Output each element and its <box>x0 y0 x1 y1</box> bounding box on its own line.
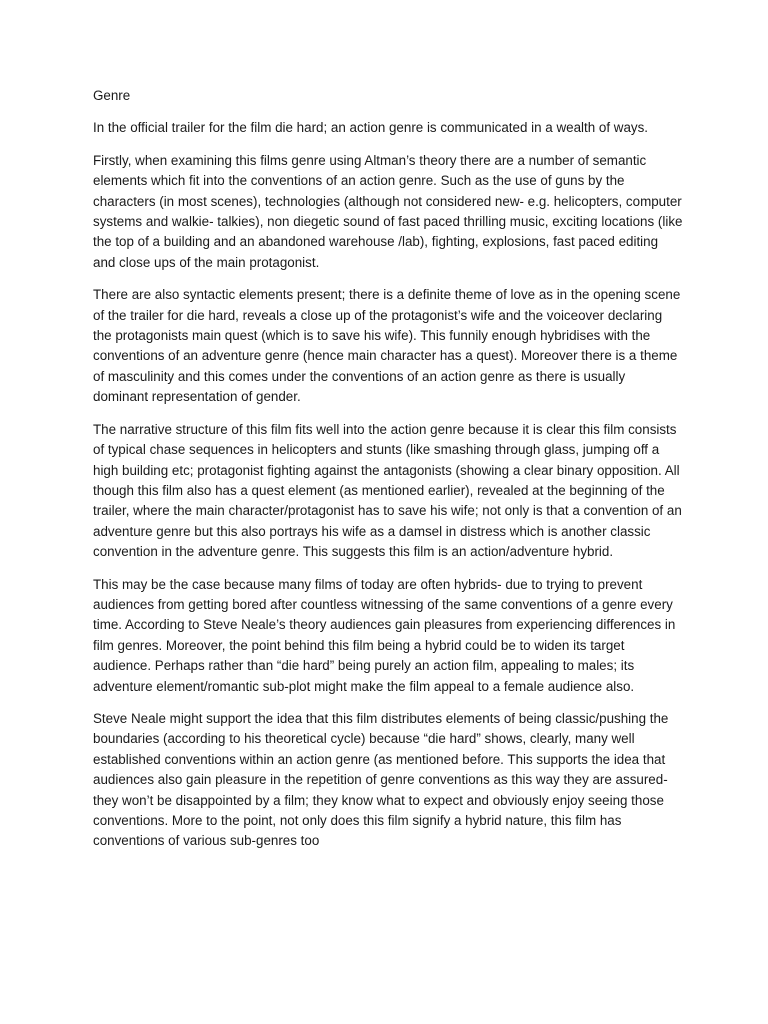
paragraph-syntactic-elements: There are also syntactic elements present; there is a definite theme of love as in the opening scene of the trailer for die hard, reveals a close up of the protagonist’s wife and the voiceover declaring the protagonists main quest (which is to save his wife). This funnily enough hybridises with the conventions of an adventure genre (hence main character has a quest). Moreover there is a theme of masculinity and this comes under the conventions of an action genre as there is usually dominant representation of gender. <box>93 287 681 405</box>
document-heading: Genre <box>93 88 131 103</box>
paragraph-hybrids: This may be the case because many films of today are often hybrids- due to trying to prevent audiences from getting bored after countless witnessing of the same conventions of a genre every time. According to Steve Neale’s theory audiences gain pleasures from experiencing differences in film genres. Moreover, the point behind this film being a hybrid could be to widen its target audience. Perhaps rather than “die hard” being purely an action film, appealing to males; its adventure element/romantic sub-plot might make the film appeal to a female audience also. <box>93 576 676 694</box>
paragraph-narrative-structure: The narrative structure of this film fits well into the action genre because it is clear this film consists of typical chase sequences in helicopters and stunts (like smashing through glass, jumping off a high building etc; protagonist fighting against the antagonists (showing a clear binary opposition. All though this film also has a quest element (as mentioned earlier), revealed at the beginning of the trailer, where the main character/protagonist has to save his wife; not only is that a convention of an adventure genre but this also portrays his wife as a damsel in distress which is another classic convention in the adventure genre. This suggests this film is an action/adventure hybrid. <box>93 421 682 560</box>
paragraph-semantic-elements: Firstly, when examining this films genre using Altman’s theory there are a number of semantic elements which fit into the conventions of an action genre. Such as the use of guns by the characters (in most scenes), technologies (although not considered new- e.g. helicopters, computer systems and walkie- talkies), non diegetic sound of fast paced thrilling music, exciting locations (like the top of a building and an abandoned warehouse /lab), fighting, explosions, fast paced editing and close ups of the main protagonist. <box>93 152 683 270</box>
document-page <box>93 86 683 864</box>
paragraph-intro: In the official trailer for the film die hard; an action genre is communicated in a wealth of ways. <box>93 120 648 136</box>
paragraph-steve-neale: Steve Neale might support the idea that this film distributes elements of being classic/pushing the boundaries (according to his theoretical cycle) because “die hard” shows, clearly, many well established conventions within an action genre (as mentioned before. This supports the idea that audiences also gain pleasure in the repetition of genre conventions as this way they are assured- they won’t be disappointed by a film; they know what to expect and obviously enjoy seeing those conventions. More to the point, not only does this film signify a hybrid nature, this film has conventions of various sub-genres too <box>93 710 669 849</box>
